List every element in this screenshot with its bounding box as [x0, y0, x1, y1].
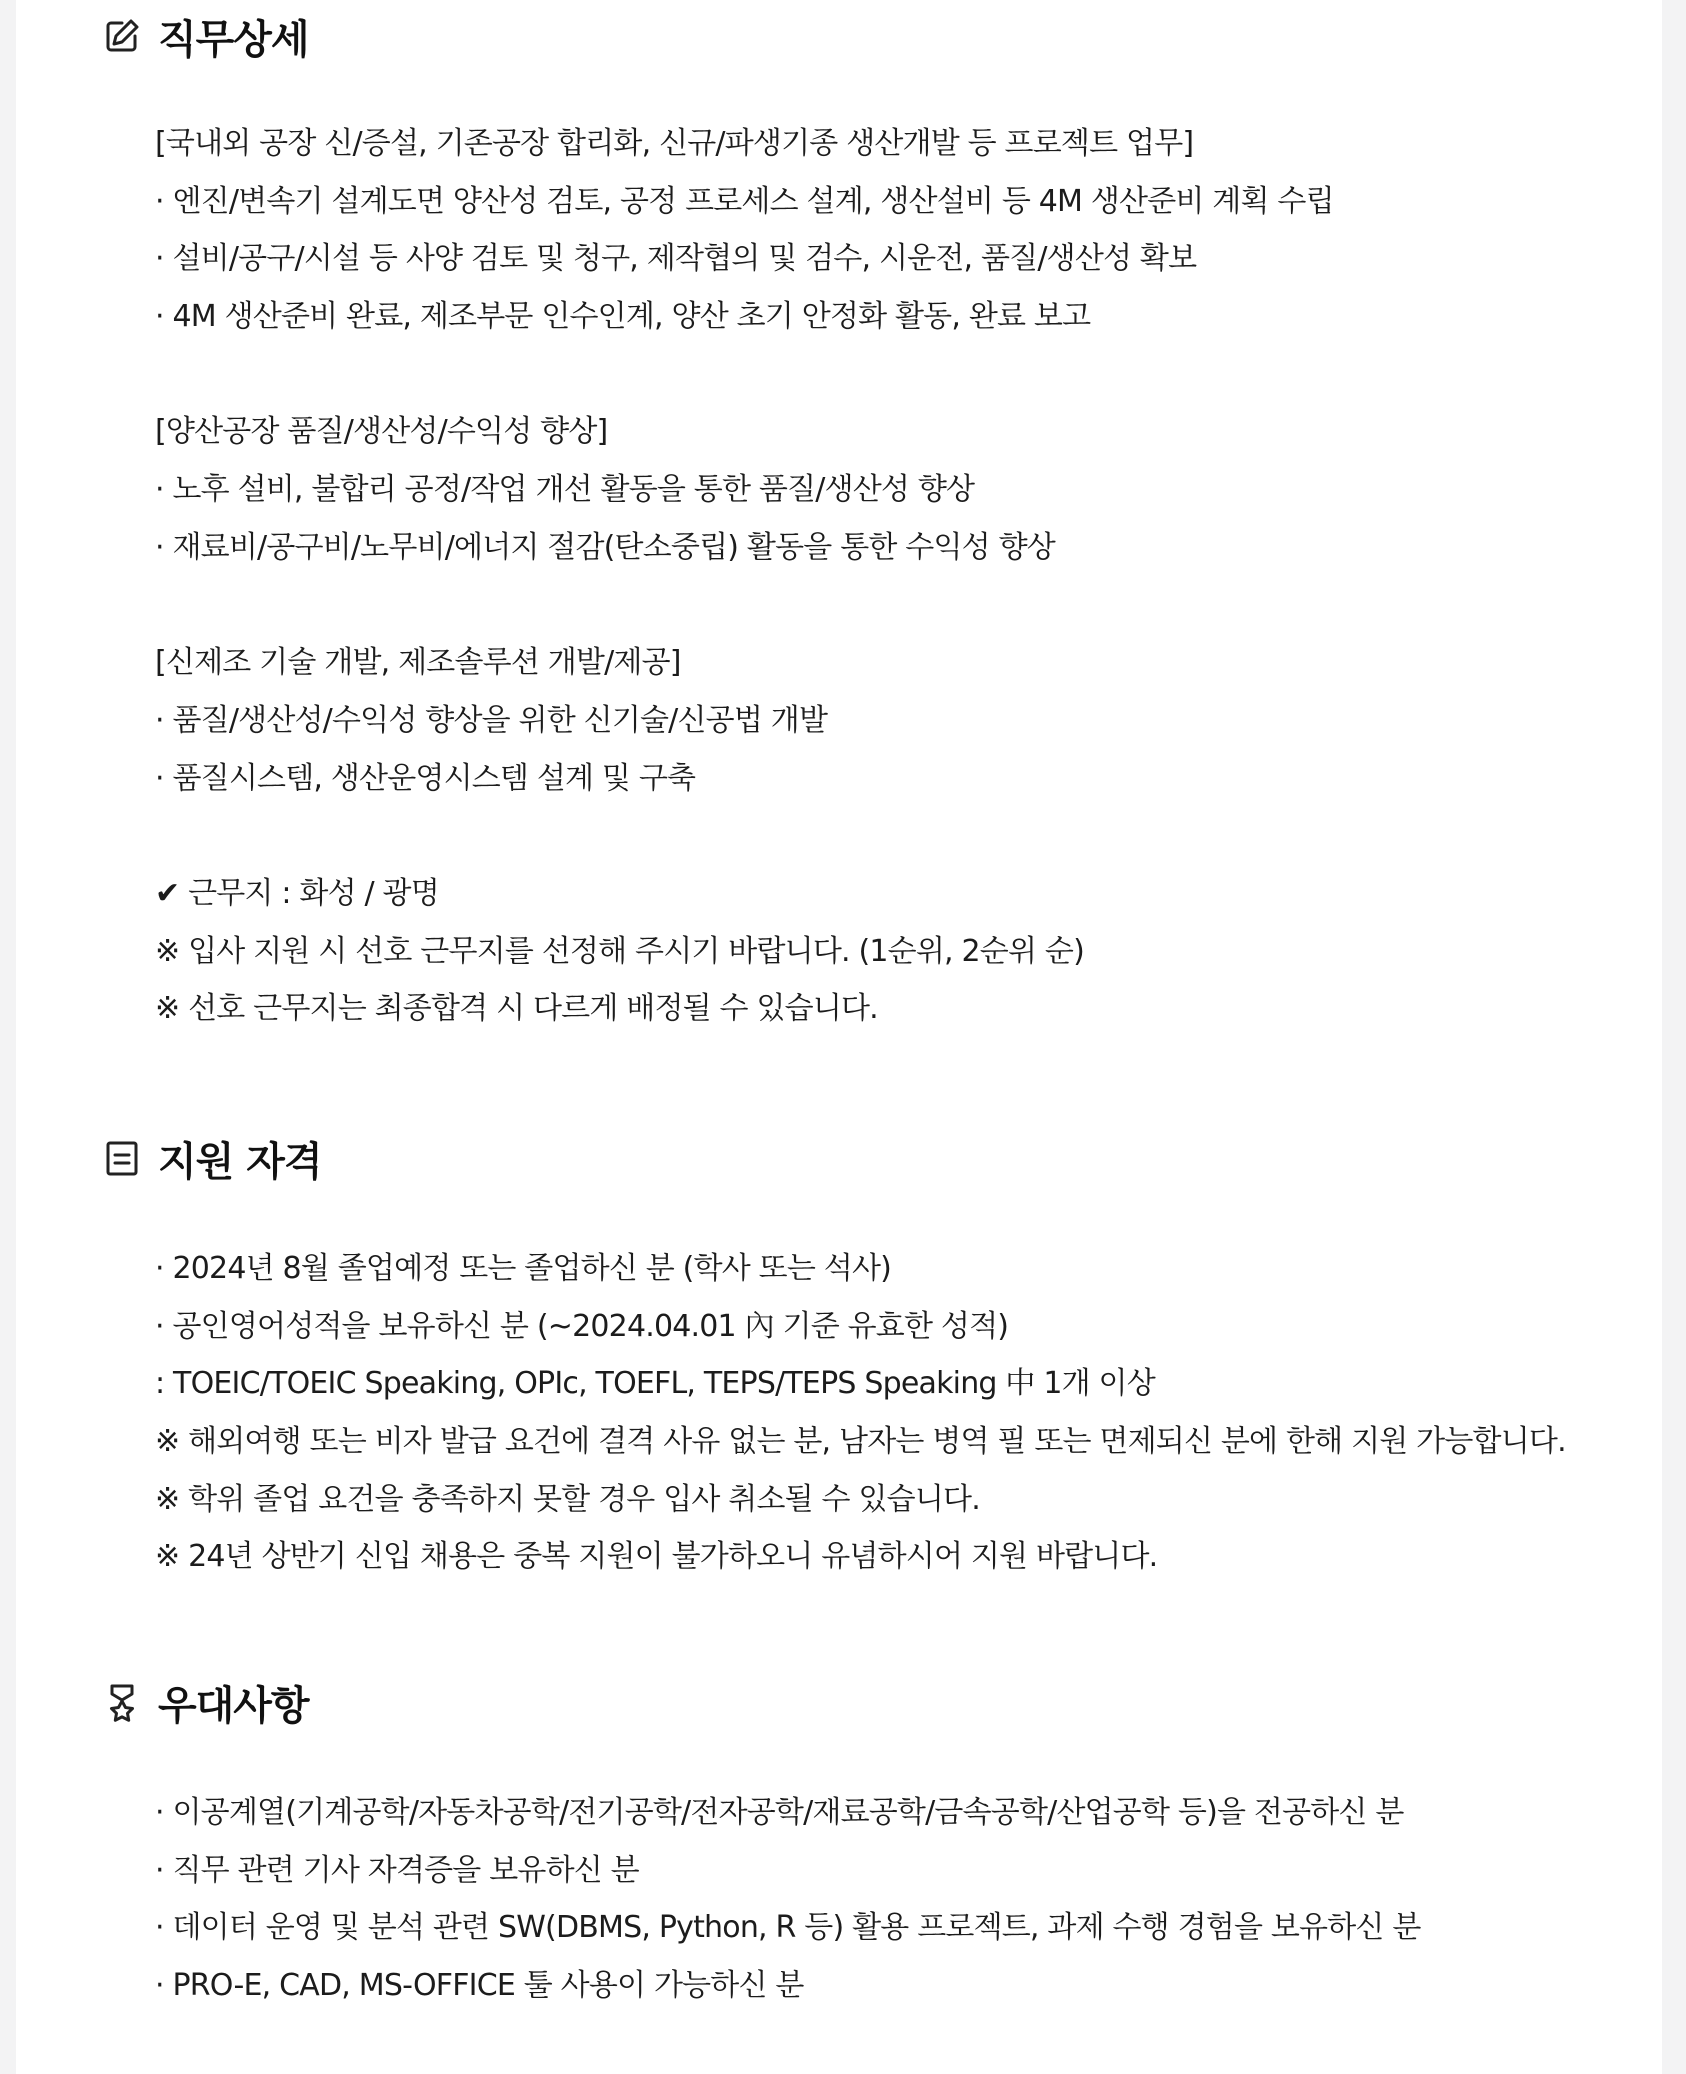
preference-line: · 데이터 운영 및 분석 관련 SW(DBMS, Python, R 등) 활용 프로젝트, 과제 수행 경험을 보유하신 분 [155, 1910, 1421, 1946]
duty-line: ✔ 근무지 : 화성 / 광명 [155, 875, 439, 911]
duty-line: · 설비/공구/시설 등 사양 검토 및 청구, 제작협의 및 검수, 시운전, 품질/생산성 확보 [155, 241, 1197, 277]
qualification-line: ※ 학위 졸업 요건을 충족하지 못할 경우 입사 취소될 수 있습니다. [155, 1481, 980, 1517]
duty-line: · 엔진/변속기 설계도면 양산성 검토, 공정 프로세스 설계, 생산설비 등 4M 생산준비 계획 수립 [155, 183, 1334, 219]
qualification-line: · 2024년 8월 졸업예정 또는 졸업하신 분 (학사 또는 석사) [155, 1251, 892, 1286]
preference-line: · PRO-E, CAD, MS-OFFICE 툴 사용이 가능하신 분 [155, 1968, 804, 2004]
qualification-line: · 공인영어성적을 보유하신 분 (~2024.04.01 內 기준 유효한 성적) [155, 1308, 1009, 1344]
preference-title: 우대사항 [158, 1682, 309, 1729]
award-ribbon-icon [102, 1682, 142, 1722]
qualification-line: : TOEIC/TOEIC Speaking, OPIc, TOEFL, TEPS/TEPS Speaking 中 1개 이상 [155, 1366, 1155, 1402]
duty-lines [155, 115, 1334, 1038]
qualification-line: ※ 해외여행 또는 비자 발급 요건에 결격 사유 없는 분, 남자는 병역 필 또는 면제되신 분에 한해 지원 가능합니다. [155, 1424, 1566, 1460]
preference-header [102, 1672, 309, 1732]
job-detail-sheet [16, 0, 1662, 2074]
duty-line: · 품질/생산성/수익성 향상을 위한 신기술/신공법 개발 [155, 702, 828, 738]
qualification-line: ※ 24년 상반기 신입 채용은 중복 지원이 불가하오니 유념하시어 지원 바랍니다. [155, 1539, 1158, 1575]
edit-icon [102, 16, 142, 56]
duty-header [102, 6, 309, 66]
document-list-icon [102, 1138, 142, 1178]
duty-line: · 4M 생산준비 완료, 제조부문 인수인계, 양산 초기 안정화 활동, 완료 보고 [155, 299, 1091, 335]
qualification-lines [155, 1240, 1566, 1586]
duty-line: · 재료비/공구비/노무비/에너지 절감(탄소중립) 활동을 통한 수익성 향상 [155, 529, 1055, 565]
qualification-title: 지원 자격 [158, 1138, 322, 1185]
duty-line: [신제조 기술 개발, 제조솔루션 개발/제공] [155, 645, 681, 681]
blank-line [155, 807, 1334, 865]
blank-line [155, 346, 1334, 404]
duty-line: [양산공장 품질/생산성/수익성 향상] [155, 414, 608, 450]
preference-lines [155, 1784, 1421, 2015]
duty-title: 직무상세 [158, 16, 309, 63]
qualification-header [102, 1128, 322, 1188]
duty-line: · 품질시스템, 생산운영시스템 설계 및 구축 [155, 760, 696, 796]
duty-line: ※ 선호 근무지는 최종합격 시 다르게 배정될 수 있습니다. [155, 991, 878, 1027]
blank-line [155, 577, 1334, 635]
preference-line: · 이공계열(기계공학/자동차공학/전기공학/전자공학/재료공학/금속공학/산업공학 등)을 전공하신 분 [155, 1795, 1404, 1830]
preference-line: · 직무 관련 기사 자격증을 보유하신 분 [155, 1852, 639, 1888]
duty-line: ※ 입사 지원 시 선호 근무지를 선정해 주시기 바랍니다. (1순위, 2순위 순) [155, 933, 1084, 969]
duty-line: [국내외 공장 신/증설, 기존공장 합리화, 신규/파생기종 생산개발 등 프로젝트 업무] [155, 126, 1194, 161]
duty-line: · 노후 설비, 불합리 공정/작업 개선 활동을 통한 품질/생산성 향상 [155, 472, 975, 508]
